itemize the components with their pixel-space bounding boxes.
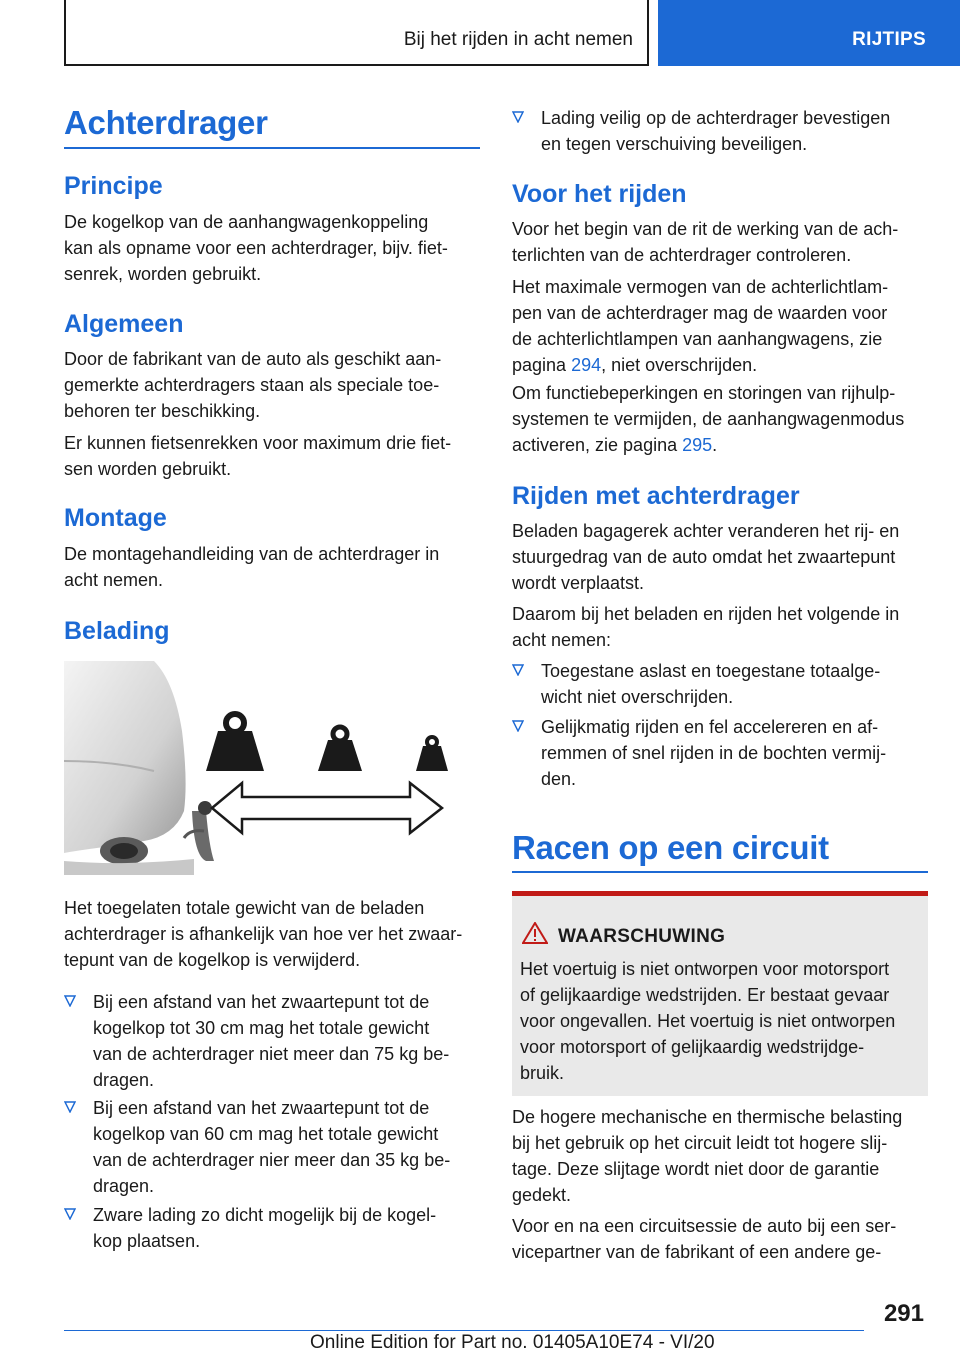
heading-algemeen: Algemeen [64, 310, 184, 338]
voor-text-3: Om functiebeperkingen en storingen van rijhulp‐ systemen te vermijden, de aanhangwagenmodus activeren, zie pagina 295. [512, 383, 905, 455]
warning-box [512, 891, 928, 1096]
header-chapter-label: RIJTIPS [852, 29, 926, 50]
triangle-bullet-icon [64, 1208, 76, 1220]
section-title-racen: Racen op een circuit [512, 829, 829, 866]
triangle-bullet-icon [512, 720, 524, 732]
warning-text: Het voertuig is niet ontworpen voor motorsport of gelijkaardige wedstrijden. Er bestaat gevaar voor ongevallen. Het voertuig is niet ontworpen voor motorsport of gelijkaardig wedstrijdge‐ bruik. [520, 959, 896, 1083]
belading-text: Het toegelaten totale gewicht van de beladen achterdrager is afhankelijk van hoe ver het zwaar‐ tepunt van de kogelkop is verwijderd. [64, 898, 463, 970]
header-section-title: Bij het rijden in acht nemen [403, 29, 633, 50]
heading-principe: Principe [64, 172, 163, 200]
list-item: Zware lading zo dicht mogelijk bij de kogel‐ kop plaatsen. [64, 1202, 480, 1254]
heading-rijden-met-achterdrager: Rijden met achterdrager [512, 482, 800, 510]
heading-montage: Montage [64, 504, 167, 532]
heading-voor-het-rijden: Voor het rijden [512, 180, 687, 208]
triangle-bullet-icon [512, 111, 524, 123]
triangle-bullet-icon [512, 664, 524, 676]
header-section-box [64, 0, 649, 66]
list-item: Bij een afstand van het zwaartepunt tot de kogelkop tot 30 cm mag het totale gewicht van de achterdrager niet meer dan 75 kg be‐ dragen. [64, 989, 480, 1093]
header-chapter-tab[interactable] [658, 0, 960, 66]
principe-text: De kogelkop van de aanhangwagenkoppeling kan als opname voor een achterdrager, bijv. fiet‐ senrek, worden gebruikt. [64, 212, 448, 284]
voor-text-2: Het maximale vermogen van de achterlichtlam‐ pen van de achterdrager mag de waarden voor de achterlichtlampen van aanhangwagens, zie pagina 294, niet overschrijden. [512, 277, 889, 375]
voor-text-1: Voor het begin van de rit de werking van de ach‐ terlichten van de achterdrager controleren. [512, 219, 899, 265]
footer-edition: Online Edition for Part no. 01405A10E74 - VI/20 [310, 1332, 715, 1353]
page-title: Achterdrager [64, 104, 268, 141]
algemeen-text-1: Door de fabrikant van de auto als geschikt aan‐ gemerkte achterdragers staan als speciale toe‐ behoren ter beschikking. [64, 349, 442, 421]
rear-carrier-load-illustration [64, 661, 480, 875]
rijden-text-1: Beladen bagagerek achter veranderen het rij- en stuurgedrag van de auto omdat het zwaartepunt wordt verplaatst. [512, 521, 900, 593]
racen-text-2: Voor en na een circuitsessie de auto bij een ser‐ vicepartner van de fabrikant of een andere ge‐ [512, 1216, 897, 1262]
title-rule [64, 147, 480, 149]
page-link-295[interactable]: 295 [682, 435, 713, 455]
list-item: Bij een afstand van het zwaartepunt tot de kogelkop van 60 cm mag het totale gewicht van de achterdrager nier meer dan 35 kg be‐ dragen. [64, 1095, 480, 1199]
triangle-bullet-icon [64, 995, 76, 1007]
page-link-294[interactable]: 294 [571, 355, 602, 375]
page-number: 291 [883, 1300, 924, 1327]
list-item: Gelijkmatig rijden en fel accelereren en af‐ remmen of snel rijden in de bochten vermij‐ den. [512, 714, 928, 792]
racen-rule [512, 871, 928, 873]
footer-rule [64, 1330, 864, 1331]
triangle-bullet-icon [64, 1101, 76, 1113]
algemeen-text-2: Er kunnen fietsenrekken voor maximum drie fiet‐ sen worden gebruikt. [64, 433, 452, 479]
list-item: Lading veilig op de achterdrager bevestigen en tegen verschuiving beveiligen. [512, 105, 928, 157]
list-item: Toegestane aslast en toegestane totaalge‐ wicht niet overschrijden. [512, 658, 928, 710]
montage-text: De montagehandleiding van de achterdrager in acht nemen. [64, 544, 440, 590]
warning-triangle-icon [522, 922, 548, 944]
racen-text-1: De hogere mechanische en thermische belasting bij het gebruik op het circuit leidt tot hogere slij‐ tage. Deze slijtage wordt niet door de garantie gedekt. [512, 1107, 903, 1205]
heading-belading: Belading [64, 617, 170, 645]
rijden-text-2: Daarom bij het beladen en rijden het volgende in acht nemen: [512, 604, 900, 650]
warning-title: WAARSCHUWING [558, 926, 726, 947]
